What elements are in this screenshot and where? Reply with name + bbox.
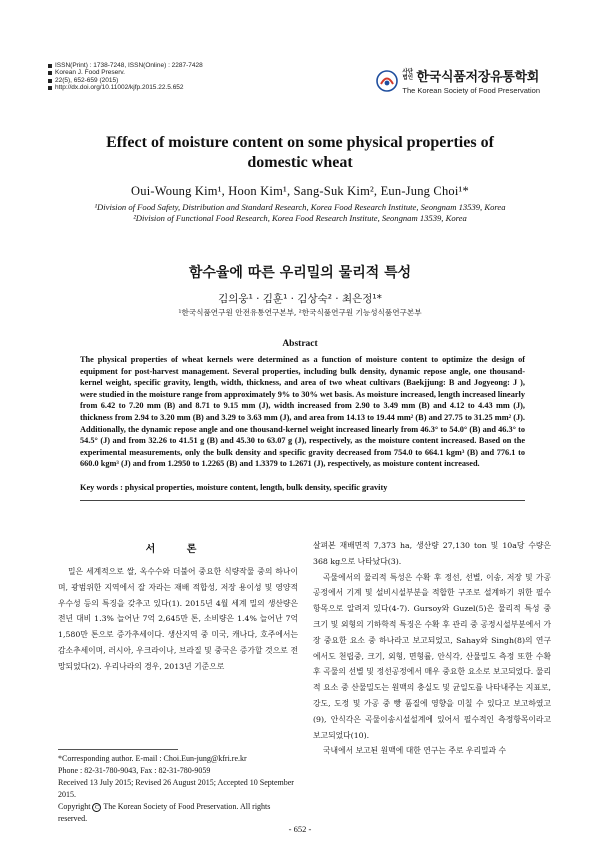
keywords: Key words : physical properties, moisture content, length, bulk density, specific gravity [80,483,388,492]
body-column-left [58,564,298,675]
contact-phone: Phone : 82-31-780-9043, Fax : 82-31-780-9059 [58,766,211,775]
society-logo [376,66,540,95]
paragraph: 곡물에서의 물리적 특성은 수확 후 정선, 선별, 이송, 저장 및 가공 공정에서 기계 및 설비시설부분을 적합한 구조로 설계하기 위한 필수항목으로 알려져 있다(4-7). Gursoy와 Guzel(5)은 물리적 특성 중 크기 및 외형의 기하학적 특징은 수확 후 관리 중 공정시설부분에서 가장 중요한 요소 중 하나라고 보고되었고, Sahay와 Singh(8)의 연구에서도 천립중, 크기, 외형, 면형률, 안식각, 산물밀도 측정 또한 수확 후 곡물의 선별 및 정선공정에서 매우 중요한 요소로 보고되었다. 물리적 요소 중 산물밀도는 원맥의 충실도 및 균일도를 나타내주는 지표로, 강도, 도정 및 가공 중 빵 품질에 영향을 미칠 수 있다고 보고하였고(9), 안식각은 곡물이송시설설계에 있어서 필수적인 측정항목이라고 보고되었다(10). [313,572,551,740]
paragraph: 국내에서 보고된 원맥에 대한 연구는 주로 우리밀과 수 [323,746,507,756]
header-line: Korean J. Food Preserv. [48,69,203,76]
bullet-square-icon [48,71,52,75]
page-number: - 652 - [288,824,312,834]
affiliations: ¹Division of Food Safety, Distribution and Standard Research, Korea Food Research Institute, Seongnam 13539, Korea ²Division of Functional Food Research, Korea Food Research Institute, Seongnam 13539, Korea [94,202,506,223]
body-column-right [313,538,551,759]
header-line: ISSN(Print) : 1738-7248, ISSN(Online) : 2287-7428 [48,62,203,69]
footnote-divider [58,749,178,750]
paragraph: 살펴본 재배면적 7,373 ha, 생산량 27,130 ton 및 10a당 수량은 368 kg으로 나타났다(3). [313,541,551,566]
abstract-divider [80,500,525,501]
abstract-text: The physical properties of wheat kernels were determined as a function of moisture content to optimize the design of equipment for post-harvest management. Several properties, including bulk density, dynamic repose angle, one thousand-kernel weight, specific gravity, length, width, thickness, and area of two wheat cultivars (Baekjjung: B and Jogyeong: J ), were studied in the moisture range from approximately 9% to 30% wet basis. As moisture increased, length increased linearly from 6.42 to 7.20 mm (B) and 8.71 to 9.15 mm (J), width increased from 2.90 to 3.49 mm (B) and 4.12 to 4.43 mm (J), thickness from 2.94 to 3.20 mm (B) and 3.29 to 3.63 mm (J), and area from 14.13 to 19.44 mm² (B) and 27.75 to 31.25 mm² (J). Additionally, the dynamic repose angle and one thousand-kernel weight increased linearly from 46.3° to 54.0° (B) and 46.3° to 54.5° (J) and from 32.26 to 41.51 g (B) and 45.30 to 63.07 g (J), respectively, as the moisture content increased. Based on the experimental measurements, only the bulk density and specific gravity decreased from 754.0 to 664.1 kgm³ (B) and 776.1 to 660.0 kgm³ (J) and from 1.2950 to 1.2265 (B) and 1.3379 to 1.2671 (J), respectively, as moisture content increased. [80,355,525,469]
header-line [48,84,203,91]
header-line: 22(5), 652-659 (2015) [48,77,203,84]
society-name-en: The Korean Society of Food Preservation [402,86,540,95]
section-heading-introduction: 서 론 [145,544,211,555]
korean-authors: 김의웅¹ · 김훈¹ · 김상숙² · 최은정¹* [218,293,382,305]
copyright-icon: C [92,803,101,812]
bullet-square-icon [48,64,52,68]
society-small-label: 사단법인 [402,68,414,81]
paragraph: 밀은 세계적으로 쌀, 옥수수와 더불어 중요한 식량작물 중의 하나이며, 광범위한 지역에서 잘 자라는 재배 적합성, 저장 용이성 및 영양적 우수성 등의 특징을 갖추고 있다(1). 2015년 4월 세계 밀의 생산량은 전년 대비 1.3% 늘어난 7억 2,645만 톤, 소비량은 1.4% 늘어난 7억 1,580만 톤으로 증가추세이다. 생산지역 중 미국, 캐나다, 호주에서는 감소추세이며, 러시아, 우크라이나, 브라질 및 중국은 증가할 것으로 전망되었다(2). 우리나라의 경우, 2013년 기준으로 [58,567,298,671]
society-name-ko: 한국식품저장유통학회 [416,70,540,85]
copyright: Copyright C The Korean Society of Food Preservation. All rights reserved. [58,802,271,823]
author-list: Oui-Woung Kim¹, Hoon Kim¹, Sang-Suk Kim², Eun-Jung Choi¹* [131,184,469,198]
doi-link[interactable]: http://dx.doi.org/10.11002/kjfp.2015.22.5.652 [55,84,184,92]
bullet-square-icon [48,86,52,90]
received-dates: Received 13 July 2015; Revised 26 August 2015; Accepted 10 September 2015. [58,778,294,799]
bullet-square-icon [48,79,52,83]
footnote [58,753,298,825]
journal-header [48,62,203,92]
abstract-heading: Abstract [282,339,318,349]
society-logo-icon [376,70,398,92]
corresponding-author: *Corresponding author. E-mail : Choi.Eun-jung@kfri.re.kr [58,754,247,763]
korean-affiliations: ¹한국식품연구원 안전유통연구본부, ²한국식품연구원 기능성식품연구본부 [178,308,422,317]
korean-title: 함수율에 따른 우리밀의 물리적 특성 [188,265,412,281]
paper-title: Effect of moisture content on some physical properties of domestic wheat [106,134,494,171]
